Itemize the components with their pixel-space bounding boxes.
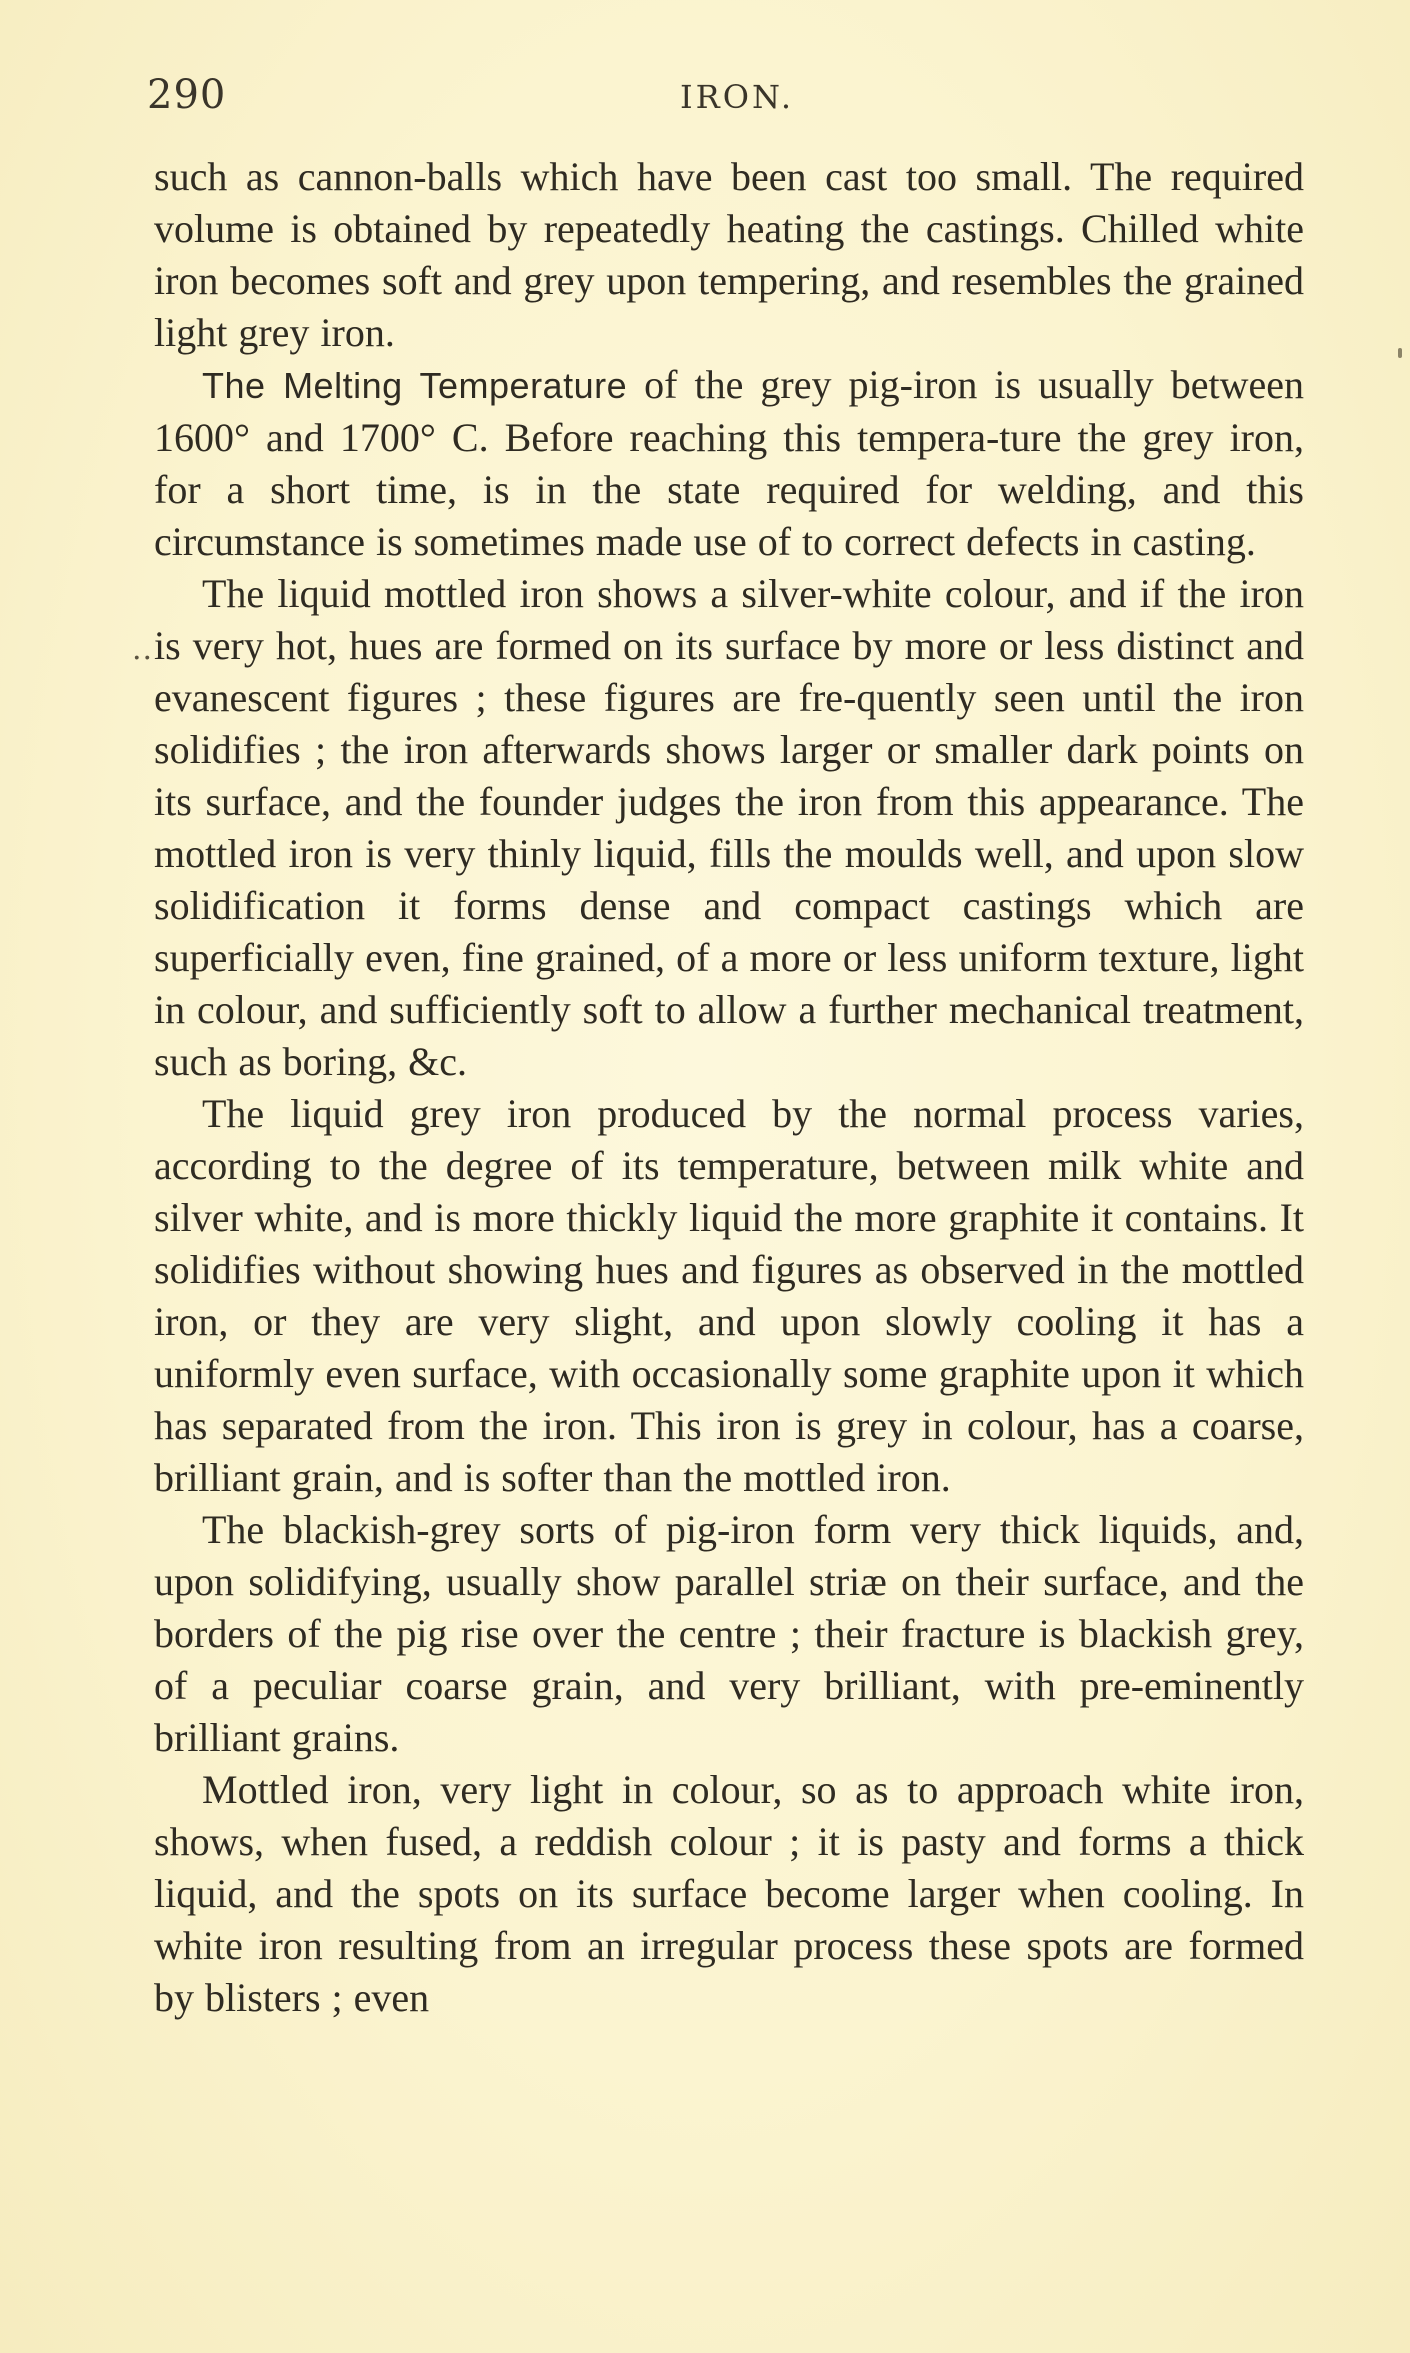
- paragraph-3-text: The liquid mottled iron shows a silver-white colour, and if the iron is very hot, hues are formed on its surface by more or less distinct and evanescent figures ; these figures are fre-quently seen until the iron solidifies ; the iron afterwards shows larger or smaller dark points on its surface, and the founder judges the iron from this appearance. The mottled iron is very thinly liquid, fills the moulds well, and upon slow solidification it forms dense and compact castings which are superficially even, fine grained, of a more or less uniform texture, light in colour, and sufficiently soft to allow a further mechanical treatment, such as boring, &c.: [154, 571, 1304, 1084]
- page-number: 290: [147, 72, 227, 118]
- paragraph-1-text: such as cannon-balls which have been cast too small. The required volume is obtained by repeatedly heating the castings. Chilled white iron becomes soft and grey upon tempering, and resembles the grained light grey iron.: [154, 154, 1304, 355]
- body-text: [154, 151, 1304, 2024]
- margin-mark: ..: [132, 632, 154, 667]
- paragraph-3: [154, 568, 1304, 1088]
- paragraph-5: [154, 1504, 1304, 1764]
- paragraph-5-text: The blackish-grey sorts of pig-iron form very thick liquids, and, upon solidifying, usually show parallel striæ on their surface, and the borders of the pig rise over the centre ; their fracture is blackish grey, of a peculiar coarse grain, and very brilliant, with pre-eminently brilliant grains.: [154, 1507, 1304, 1760]
- paragraph-6-text: Mottled iron, very light in colour, so as to approach white iron, shows, when fused, a reddish colour ; it is pasty and forms a thick liquid, and the spots on its surface become larger when cooling. In white iron resulting from an irregular process these spots are formed by blisters ; even: [154, 1767, 1304, 2020]
- paragraph-2-heading: The Melting Temperature: [202, 365, 628, 406]
- paragraph-2-text: of the grey pig-iron is usually between 1600° and 1700° C. Before reaching this tempera-ture the grey iron, for a short time, is in the state required for welding, and this circumstance is sometimes made use of to correct defects in casting.: [154, 362, 1304, 564]
- paragraph-4-text: The liquid grey iron produced by the normal process varies, according to the degree of its temperature, between milk white and silver white, and is more thickly liquid the more graphite it contains. It solidifies without showing hues and figures as observed in the mottled iron, or they are very slight, and upon slowly cooling it has a uniformly even surface, with occasionally some graphite upon it which has separated from the iron. This iron is grey in colour, has a coarse, brilliant grain, and is softer than the mottled iron.: [154, 1091, 1304, 1500]
- paragraph-2: [154, 359, 1304, 568]
- running-head: IRON.: [680, 78, 795, 116]
- paragraph-6: [154, 1764, 1304, 2024]
- stray-ink-mark: [1398, 348, 1402, 358]
- paragraph-1: [154, 151, 1304, 359]
- paragraph-4: [154, 1088, 1304, 1504]
